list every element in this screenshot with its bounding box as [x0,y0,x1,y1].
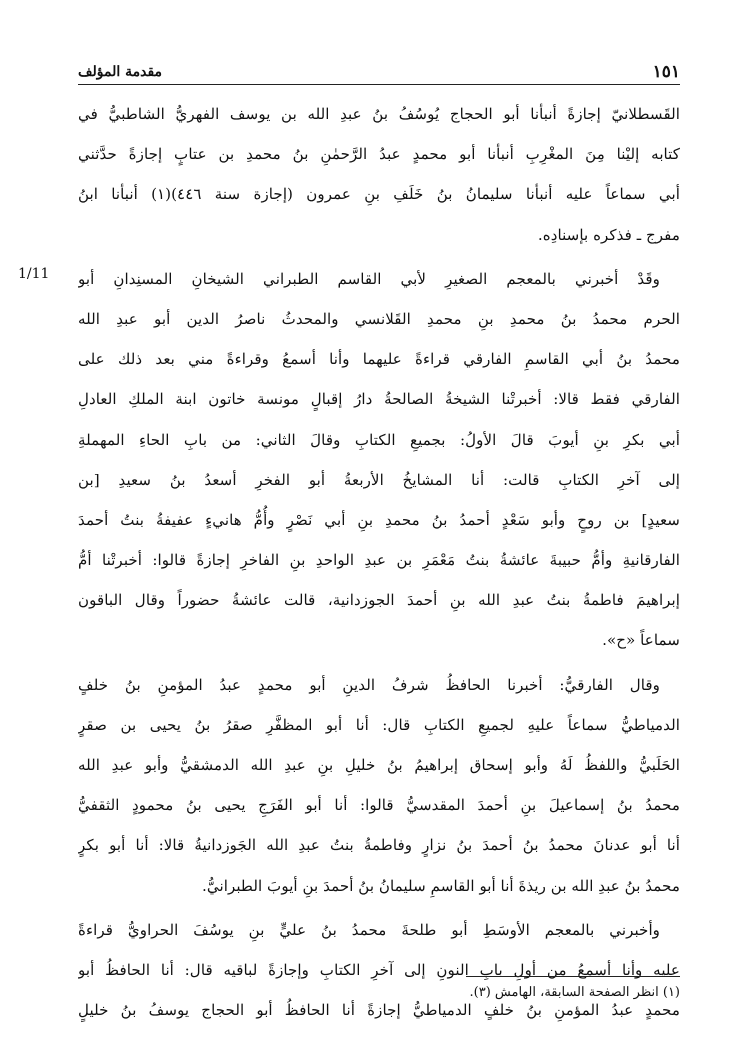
text-line: كتابه إليْنا مِنَ المغْرِبِ أنبأنا أبو محمدٍ عبدُ الرَّحمٰنِ بنُ محمدِ بن عتابٍ إجازةً حدَّثني [78,145,680,164]
text-line: مفرج ـ فذكره بإسنادِه. [537,225,680,244]
text-line: وأخبرني بالمعجم الأوسَطِ أبو طلحةَ محمدُ بنُ عليٍّ بنِ يوسُفَ الحراويُّ قراءةً [78,920,660,939]
text-line: سماعاً «ح». [602,631,680,650]
text-line: الفارقانيةِ وأمُّ حبيبةَ عائشةُ بنتُ مَعْمَرِ بن عبدِ الواحدِ بنِ الفاخرِ إجازةً قالوا: أخبرتْنا أمُّ [78,551,680,570]
text-line: محمدُ بنُ أبي القاسمِ الفارقي قراءةً عليهما وأنا أسمعُ وقراءةً مني بعد ذلك على [78,350,680,369]
footnote-separator [466,976,680,977]
text-line: إبراهيمَ فاطمةُ بنتُ عبدِ الله بنِ أحمدَ الجوزدانية، قالت عائشةُ حضوراً وقال الباقون [78,591,680,610]
text-line: الدمياطيُّ سماعاً عليهِ لجميعِ الكتابِ قال: أنا أبو المظفَّرِ صقرُ بنُ يحيى بن صقرٍ [78,715,680,734]
text-line: محمدُ بنُ عبدِ الله بن ريذةَ أنا أبو القاسمِ سليمانُ بنُ أحمدَ بنِ أيوبَ الطبرانيُّ. [202,876,680,895]
text-line: سعيدٍ] بن روحٍ وأبو سَعْدٍ أحمدُ بنُ محمدِ بنِ أبي نَصْرٍ وأُمُّ هانيءٍ عفيفةُ بنتُ أحمدَ [78,510,680,529]
text-line: محمدٍ عبدُ المؤمنِ بنُ خلفٍ الدمياطيُّ إجازةً أنا الحافظُ أبو الحجاج يوسفُ بنُ خليلٍ [78,1001,680,1020]
text-line: محمدُ بنُ إسماعيلَ بنِ أحمدَ المقدسيُّ قالوا: أنا أبو الفَرَجِ يحيى بنُ محمودٍ الثقفيُّ [78,796,680,815]
text-line: الفارقي فقط قالا: أخبرتْنا الشيخةُ الصالحةُ دارُ إقبالٍ مونسة خاتون ابنة الملكِ العادلِ [78,390,680,409]
paragraph-3 [78,665,680,906]
margin-reference: 1/11 [18,266,50,282]
text-line: الحرم محمدُ بنُ محمدِ بنِ محمدِ القَلانسي والمحدثُ ناصرُ الدين أبو عبدِ الله [78,309,680,328]
main-text [78,94,680,1030]
text-line: وقال الفارقيُّ: أخبرنا الحافظُ شرفُ الدينِ أبو محمدٍ عبدُ المؤمنِ بنُ خلفٍ [78,675,660,694]
footnote: (١) انظر الصفحة السابقة، الهامش (٣). [469,985,680,1000]
text-line: وقَدْ أخبرني بالمعجم الصغيرِ لأبي القاسم الطبراني الشيخانِ المسنِدانِ أبو [78,269,660,288]
text-line: القَسطلانيّ إجازةً أنبأنا أبو الحجاج يُوسُفُ بنُ عبدِ الله بن يوسف الفهريُّ الشاطبيُّ في [78,105,680,123]
text-line: أنا أبو عدنانَ محمدُ بنُ أحمدَ بنُ نزارٍ وفاطمةُ بنتُ عبدِ الله الجَوزدانيةُ قالا: أنا أبو بكرٍ [78,836,680,855]
text-line: إلى آخرِ الكتابِ قالت: أنا المشايخُ الأربعةُ أبو الفخرِ أسعدُ بنُ سعيدِ [بن [78,470,680,489]
text-line: الحَلَبيُّ واللفظُ لَهُ وأبو إسحاق إبراهيمُ بنُ خليلِ بنِ عبدِ الله الدمشقيُّ وأبو عبدِ الله [78,756,680,774]
page-header [78,58,680,85]
paragraph-4 [78,910,680,1031]
text-line: أبي سماعاً عليه أنبأنا سليمانُ بنُ خَلَفِ بنِ عمرون (إجازة سنة ٤٤٦)(١) أنبأنا ابنُ [78,185,680,204]
page-number: ١٥١ [652,62,680,82]
text-line: عليه وأنا أسمعُ من أولِ بابِ النونِ إلى آخرِ الكتابِ وإجازةً لباقيه قال: أنا الحافظُ أبو [78,960,680,979]
text-line: أبي بكرِ بنِ أيوبَ قالَ الأولُ: بجميعِ الكتابِ وقالَ الثاني: من بابِ الحاءِ المهملةِ [78,430,680,449]
paragraph-1 [78,94,680,255]
paragraph-2 [78,259,680,661]
running-title: مقدمة المؤلف [78,64,163,80]
